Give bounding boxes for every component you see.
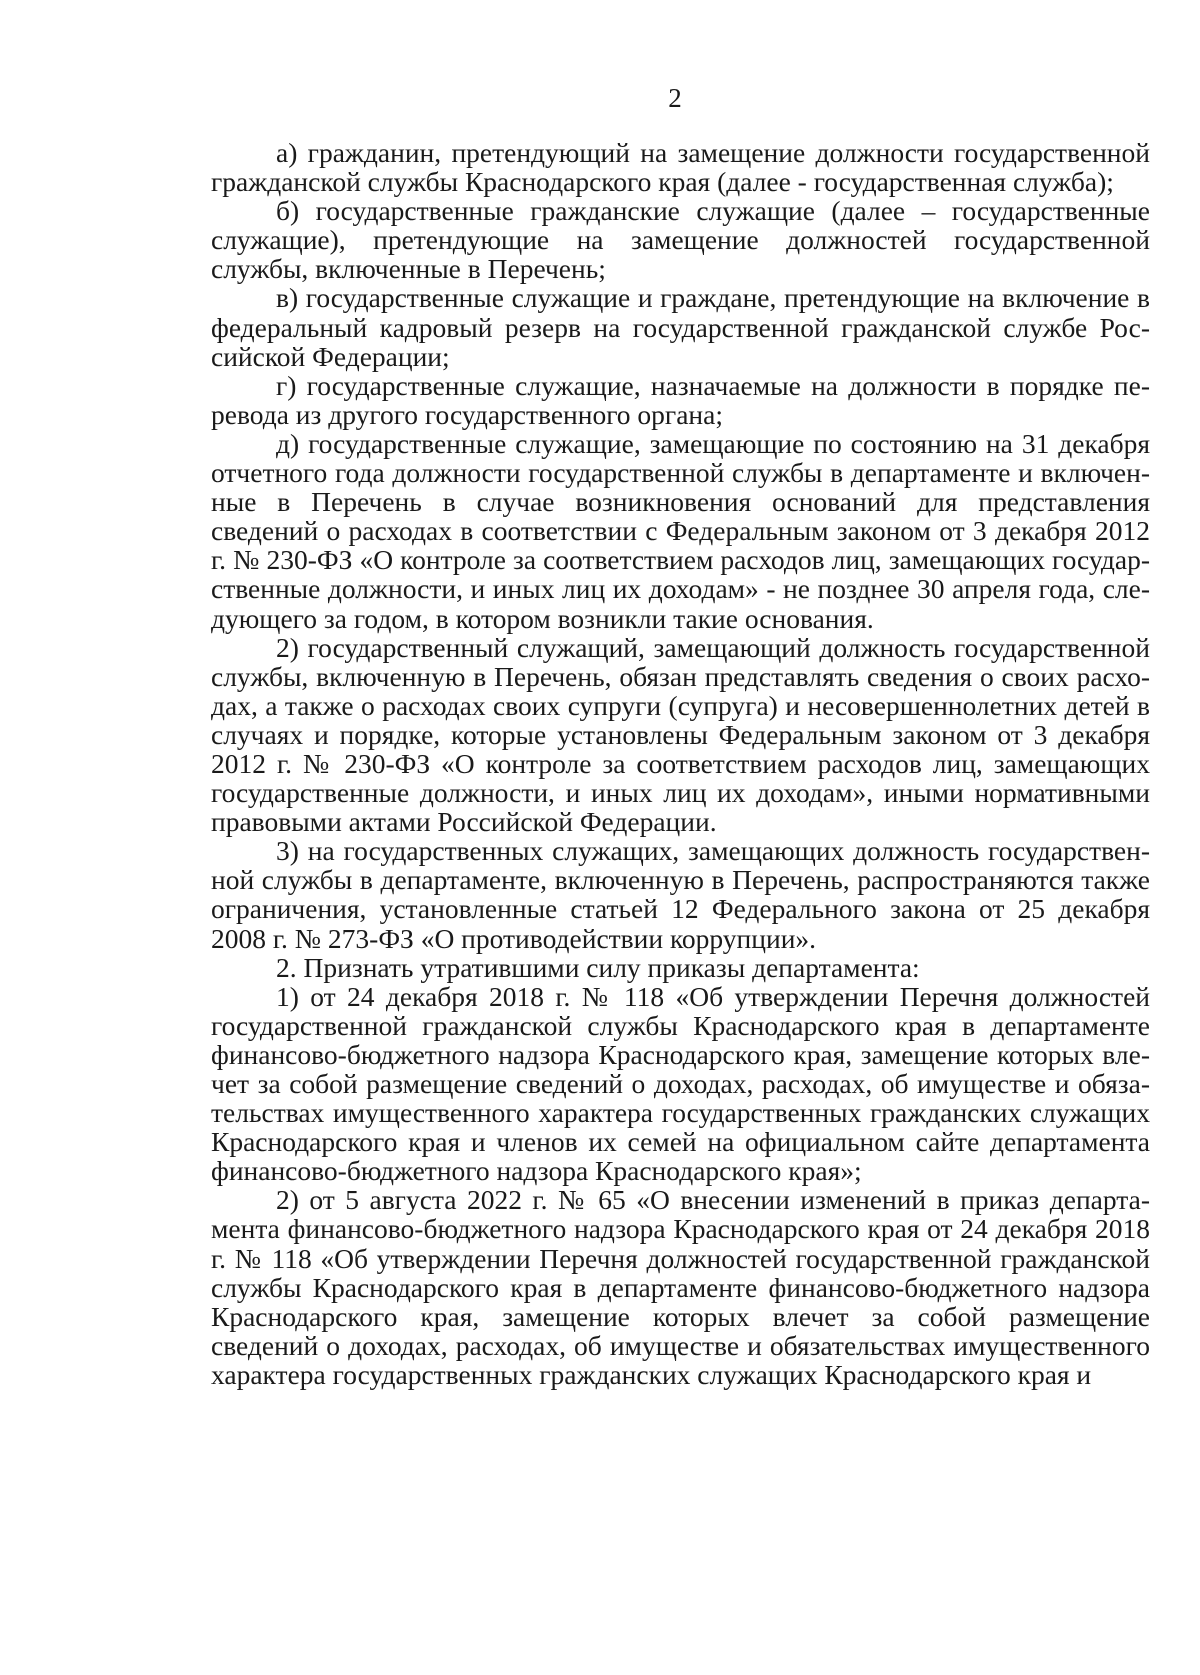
paragraph-b: б) государственные гражданские служащие (далее – государственные служащие), претендующие на замещение должностей государственной службы, включенные в Перечень; <box>211 195 1150 285</box>
page-number: 2 <box>668 83 682 113</box>
paragraph-repeal-1: 1) от 24 декабря 2018 г. № 118 «Об утверждении Перечня должностей государственной гражданской службы Краснодарского края в департаменте финансово-бюджетного надзора Краснодарского края, замещение которых влечет за собой размещение сведений о доходах, расходах, об имуществе и обязательствах имущественного характера государственных гражданских служащих Краснодарского края и членов их семей на официальном сайте департамента финансово-бюджетного надзора Краснодарского края»; <box>211 980 1150 1187</box>
paragraph-item-3: 3) на государственных служащих, замещающих должность государственной службы в департаменте, включенную в Перечень, распространяются также ограничения, установленные статьей 12 Федерального закона от 25 декабря 2008 г. № 273-ФЗ «О противодействии коррупции». <box>211 835 1150 954</box>
paragraph-section-2: 2. Признать утратившими силу приказы департамента: <box>276 951 920 983</box>
paragraph-a: а) гражданин, претендующий на замещение должности государственной гражданской службы Краснодарского края (далее - государственная служба); <box>211 137 1150 198</box>
paragraph-repeal-2: 2) от 5 августа 2022 г. № 65 «О внесении изменений в приказ департамента финансово-бюджетного надзора Краснодарского края от 24 декабря 2018 г. № 118 «Об утверждении Перечня должностей государственной гражданской службы Краснодарского края в департаменте финансово-бюджетного надзора Краснодарского края, замещение которых влечет за собой размещение сведений о доходах, расходах, об имуществе и обязательствах имущественного характера государственных гражданских служащих Краснодарского края и <box>211 1184 1150 1390</box>
paragraph-item-2: 2) государственный служащий, замещающий должность государственной службы, включенную в Перечень, обязан представлять сведения о своих расходах, а также о расходах своих супруги (супруга) и несовершеннолетних детей в случаях и порядке, которые установлены Федеральным законом от 3 декабря 2012 г. № 230-ФЗ «О контроле за соответствием расходов лиц, замещающих государственные должности, и иных лиц их доходам», иными нормативными правовыми актами Российской Федерации. <box>211 631 1150 838</box>
paragraph-d: д) государственные служащие, замещающие по состоянию на 31 декабря отчетного года должности государственной службы в департаменте и включенные в Перечень в случае возникновения оснований для представления сведений о расходах в соответствии с Федеральным законом от 3 декабря 2012 г. № 230-ФЗ «О контроле за соответствием расходов лиц, замещающих государственные должности, и иных лиц их доходам» - не позднее 30 апреля года, следующего за годом, в котором возникли такие основания. <box>211 427 1150 634</box>
paragraph-g: г) государственные служащие, назначаемые на должности в порядке перевода из другого государственного органа; <box>211 369 1150 430</box>
paragraph-v: в) государственные служащие и граждане, претендующие на включение в федеральный кадровый резерв на государственной гражданской службе Российской Федерации; <box>211 282 1150 372</box>
document-body <box>211 138 1150 1389</box>
